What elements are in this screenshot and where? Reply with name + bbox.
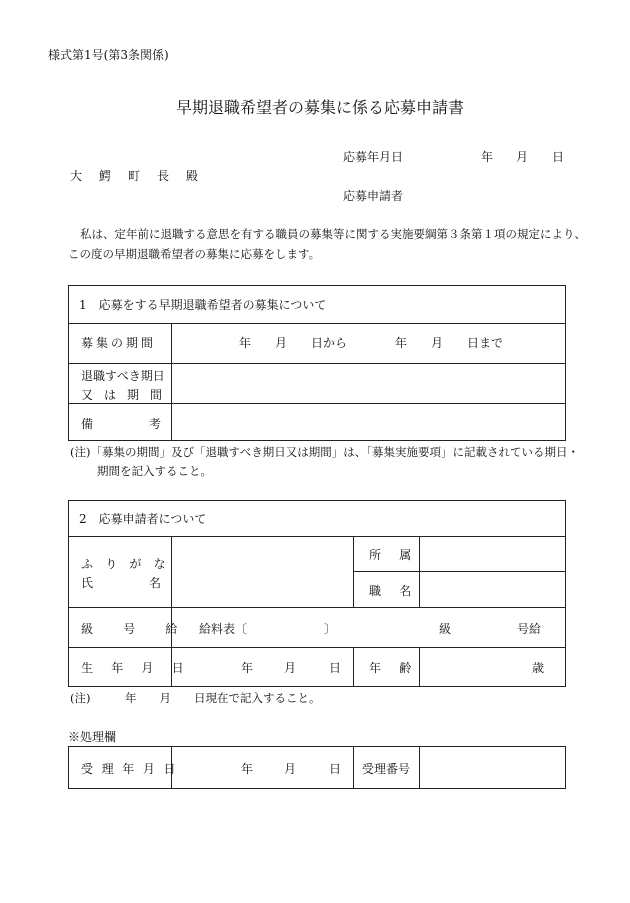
receipt-number-field[interactable] [421, 749, 563, 787]
name-field[interactable] [173, 538, 351, 605]
position-field[interactable] [421, 573, 563, 605]
application-date-year[interactable]: 年 [481, 150, 494, 164]
retirement-date-field[interactable] [173, 365, 563, 401]
section1-note-line-2: 期間を記入すること。 [97, 464, 212, 478]
processing-table [68, 746, 566, 789]
age-unit[interactable]: 歳 [532, 661, 545, 675]
furigana-label: ふ り が な [81, 557, 170, 571]
statement-line-1: 私は、定年前に退職する意思を有する職員の募集等に関する実施要綱第３条第１項の規定により、 [80, 227, 586, 241]
received-date-label: 受 理 年 月 日 [81, 762, 178, 776]
step-unit: 号給 [517, 622, 542, 636]
birth-date-label: 生 年 月 日 [81, 661, 191, 675]
receipt-number-label: 受理番号 [362, 762, 411, 776]
retirement-date-label-1: 退職すべき期日 [81, 369, 165, 383]
received-day[interactable]: 日 [329, 762, 342, 776]
salary-table-close: 〕 [324, 622, 337, 636]
processing-heading: ※処理欄 [68, 730, 117, 744]
section1-table [68, 285, 566, 441]
remarks-label-2: 考 [149, 417, 162, 431]
addressee: 大 鰐 町 長 殿 [70, 169, 205, 183]
form-number: 様式第1号(第3条関係) [48, 48, 169, 62]
grade-step-label: 級 号 給 [81, 622, 191, 636]
salary-table-label: 給料表〔 [199, 622, 248, 636]
application-date-month[interactable]: 月 [516, 150, 529, 164]
section2-note: (注) 年 月 日現在で記入すること。 [70, 691, 321, 705]
applicant-label: 応募申請者 [343, 189, 404, 203]
affiliation-field[interactable] [421, 538, 563, 570]
name-label-1: 氏 [81, 576, 94, 590]
grade-unit: 級 [439, 622, 452, 636]
retirement-date-label-2: 又 は 期 間 [81, 388, 166, 402]
received-year[interactable]: 年 [241, 762, 254, 776]
section1-note-line-1: (注)「募集の期間」及び「退職すべき期日又は期間」は、「募集実施要項」に記載されている期日・ [70, 445, 579, 459]
application-date-label: 応募年月日 [343, 150, 404, 164]
age-label: 年 齢 [369, 661, 419, 675]
section2-table [68, 500, 566, 687]
remarks-label-1: 備 [81, 417, 94, 431]
statement-line-2: この度の早期退職希望者の募集に応募をします。 [68, 247, 321, 261]
page-title: 早期退職希望者の募集に係る応募申請書 [176, 98, 465, 117]
section2-heading: 2 応募申請者について [79, 512, 207, 526]
birth-day[interactable]: 日 [329, 661, 342, 675]
recruitment-period-label: 募集の期間 [81, 336, 157, 350]
received-month[interactable]: 月 [284, 762, 297, 776]
name-label-2: 名 [149, 576, 162, 590]
application-date-day[interactable]: 日 [552, 150, 565, 164]
position-label: 職 名 [369, 584, 419, 598]
section1-heading: 1 応募をする早期退職希望者の募集について [79, 298, 327, 312]
recruitment-period-field[interactable]: 年 月 日から 年 月 日まで [239, 336, 504, 350]
birth-year[interactable]: 年 [241, 661, 254, 675]
remarks-field[interactable] [173, 405, 563, 439]
birth-month[interactable]: 月 [284, 661, 297, 675]
affiliation-label: 所 属 [369, 548, 419, 562]
